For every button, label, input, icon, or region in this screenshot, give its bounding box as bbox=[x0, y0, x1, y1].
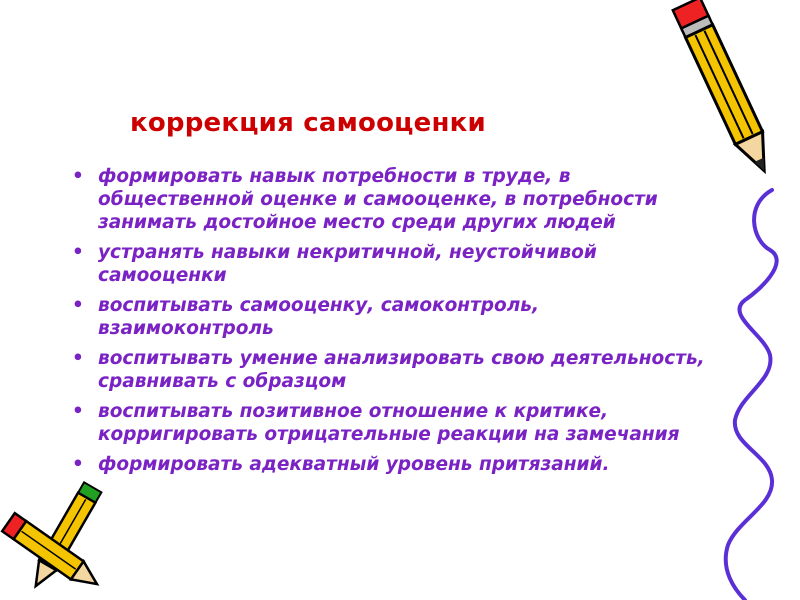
pencil-icon bbox=[670, 0, 790, 190]
crossed-pencils-icon bbox=[0, 480, 110, 600]
slide-title: коррекция самооценки bbox=[130, 108, 486, 138]
bullet-marker: • bbox=[72, 348, 84, 369]
bullet-marker: • bbox=[72, 401, 84, 422]
list-item-text: воспитывать позитивное отношение к критике, корригировать отрицательные реакции на замечания bbox=[98, 401, 680, 445]
list-item-text: устранять навыки некритичной, неустойчивой самооценки bbox=[98, 242, 597, 286]
list-item-text: воспитывать самооценку, самоконтроль, взаимоконтроль bbox=[98, 295, 540, 339]
bullet-marker: • bbox=[72, 454, 84, 475]
bullet-marker: • bbox=[72, 295, 84, 316]
bullet-marker: • bbox=[72, 242, 84, 263]
list-item-text: формировать навык потребности в труде, в общественной оценке и самооценке, в потребности занимать достойное место среди других людей bbox=[98, 166, 658, 233]
list-item-text: воспитывать умение анализировать свою деятельность, сравнивать с образцом bbox=[98, 348, 705, 392]
list-item-text: формировать адекватный уровень притязаний. bbox=[98, 454, 610, 475]
bullet-marker: • bbox=[72, 166, 84, 187]
